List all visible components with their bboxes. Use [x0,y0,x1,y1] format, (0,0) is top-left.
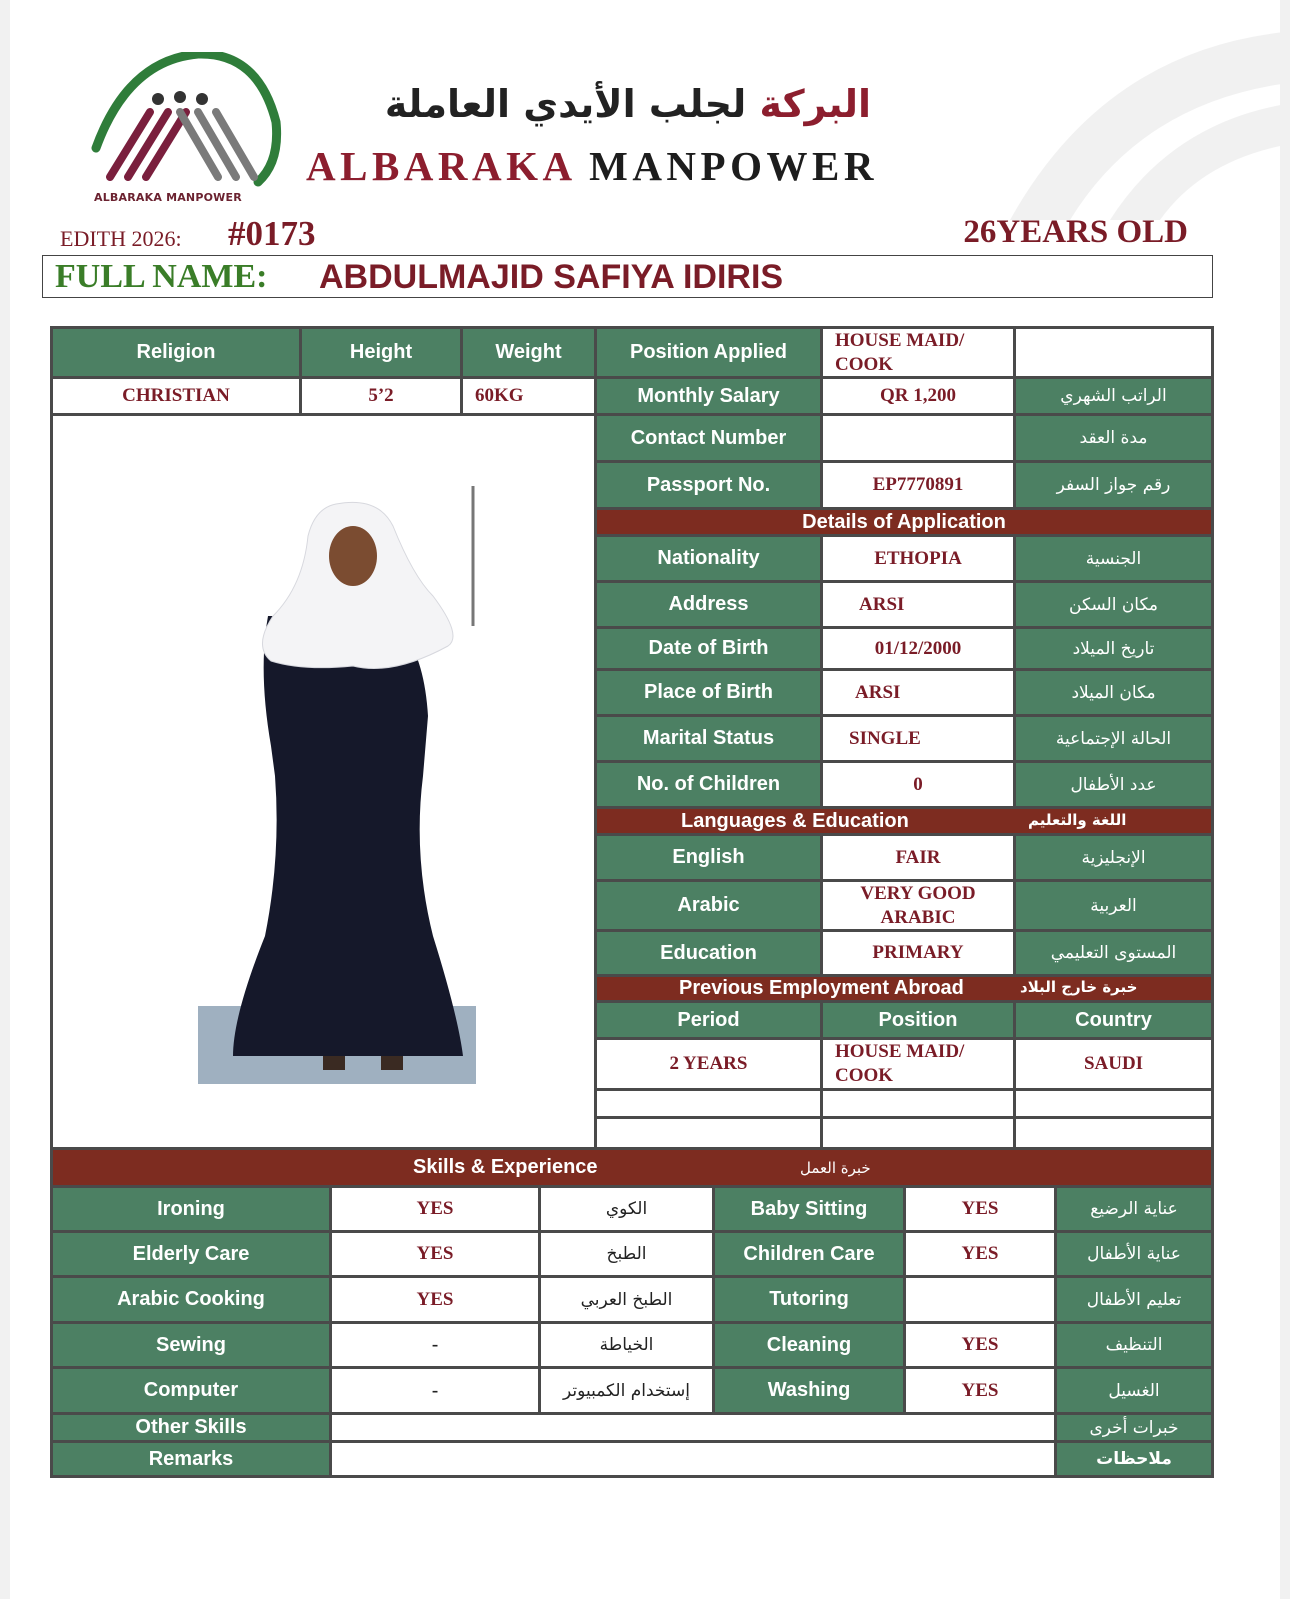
arabic-value-line1: VERY GOOD [860,882,976,904]
religion-value: CHRISTIAN [53,379,299,413]
skill-label: Sewing [53,1324,329,1366]
weight-header: Weight [463,329,594,376]
period-value: 2 YEARS [597,1040,820,1088]
other-skills-arabic: خبرات أخرى [1057,1415,1211,1440]
employment-empty-row [597,1119,820,1147]
date-of-birth-label: Date of Birth [597,629,820,668]
skill-label: Arabic Cooking [53,1278,329,1321]
skill-value: YES [332,1233,538,1275]
skill-value: - [332,1369,538,1412]
employment-position-line1: HOUSE MAID/ [835,1041,965,1062]
address-label: Address [597,583,820,626]
place-of-birth-arabic: مكان الميلاد [1016,671,1211,714]
arabic-company-name [302,82,954,126]
skills-section-header-arabic: خبرة العمل [800,1159,871,1177]
religion-header: Religion [53,329,299,376]
position-applied-label: Position Applied [597,329,820,376]
remarks-value [332,1443,1054,1475]
children-arabic: عدد الأطفال [1016,763,1211,806]
skill-arabic: إستخدام الكمبيوتر [541,1369,712,1412]
full-name-label: FULL NAME: [55,258,268,295]
employment-empty-row [1016,1119,1211,1147]
employment-empty-row [1016,1091,1211,1116]
full-name-box [42,255,1213,298]
passport-arabic: رقم جواز السفر [1016,463,1211,507]
other-skills-value [332,1415,1054,1440]
age: 26YEARS OLD [963,214,1188,250]
skill-label: Tutoring [715,1278,903,1321]
skill-arabic: الطبخ [541,1233,712,1275]
arabic-value-line2: ARABIC [880,906,956,928]
skill-value [906,1278,1054,1321]
other-skills-label: Other Skills [53,1415,329,1440]
application-section-header: Details of Application [597,510,1211,534]
skill-value: YES [906,1369,1054,1412]
employment-section-header-arabic: خبرة خارج البلاد [1020,978,1138,996]
employment-empty-row [597,1091,820,1116]
skill-arabic: الكوي [541,1188,712,1230]
skill-value: YES [906,1188,1054,1230]
nationality-label: Nationality [597,537,820,580]
position-applied-line1: HOUSE MAID/ [835,330,965,351]
english-title-part1: ALBARAKA [306,143,575,189]
education-label: Education [597,932,820,974]
employment-section-header: Previous Employment Abroad [597,977,1211,1000]
skill-arabic: تعليم الأطفال [1057,1278,1211,1321]
skill-arabic: الغسيل [1057,1369,1211,1412]
english-value: FAIR [823,836,1013,879]
arabic-title-part1: البركة [759,82,872,126]
marital-status-value: SINGLE [823,717,1013,760]
passport-label: Passport No. [597,463,820,507]
skill-label: Cleaning [715,1324,903,1366]
nationality-arabic: الجنسية [1016,537,1211,580]
monthly-salary-value: QR 1,200 [823,379,1013,413]
position-applied-value [823,329,1013,376]
skill-label: Computer [53,1369,329,1412]
date-of-birth-arabic: تاريخ الميلاد [1016,629,1211,668]
employment-empty-row [823,1091,1013,1116]
remarks-arabic: ملاحظات [1057,1443,1211,1475]
english-title-part2: MANPOWER [589,143,878,189]
education-arabic: المستوى التعليمي [1016,932,1211,974]
remarks-label: Remarks [53,1443,329,1475]
edition-label: EDITH 2026: [60,226,182,251]
children-label: No. of Children [597,763,820,806]
arabic-title-part2: لجلب الأيدي العاملة [384,82,747,126]
skill-value: - [332,1324,538,1366]
passport-value: EP7770891 [823,463,1013,507]
contact-number-arabic: مدة العقد [1016,416,1211,460]
monthly-salary-label: Monthly Salary [597,379,820,413]
children-value: 0 [823,763,1013,806]
cv-page [10,0,1280,1599]
skill-label: Baby Sitting [715,1188,903,1230]
logo-caption: ALBARAKA MANPOWER [94,191,242,204]
english-arabic: الإنجليزية [1016,836,1211,879]
arabic-value [823,882,1013,929]
candidate-photo [53,416,594,1147]
weight-value: 60KG [463,379,594,413]
address-arabic: مكان السكن [1016,583,1211,626]
contact-number-label: Contact Number [597,416,820,460]
english-label: English [597,836,820,879]
position-applied-line2: COOK [835,354,894,375]
english-company-name [306,142,878,190]
height-value: 5’2 [302,379,460,413]
skill-label: Ironing [53,1188,329,1230]
skill-arabic: عناية الرضيع [1057,1188,1211,1230]
full-name-value: ABDULMAJID SAFIYA IDIRIS [319,258,784,296]
country-value: SAUDI [1016,1040,1211,1088]
skills-section-header: Skills & Experience [53,1150,1211,1185]
address-value: ARSI [823,583,1013,626]
skill-label: Elderly Care [53,1233,329,1275]
skill-label: Washing [715,1369,903,1412]
skill-arabic: الطبخ العربي [541,1278,712,1321]
place-of-birth-label: Place of Birth [597,671,820,714]
arabic-arabic: العربية [1016,882,1211,929]
skill-value: YES [332,1188,538,1230]
skill-value: YES [906,1233,1054,1275]
background-ornament [990,20,1280,230]
marital-status-arabic: الحالة الإجتماعية [1016,717,1211,760]
company-logo [88,52,288,207]
employment-empty-row [823,1119,1013,1147]
skill-arabic: عناية الأطفال [1057,1233,1211,1275]
date-of-birth-value: 01/12/2000 [823,629,1013,668]
reference-number: #0173 [228,214,316,253]
monthly-salary-arabic: الراتب الشهري [1016,379,1211,413]
country-header: Country [1016,1003,1211,1037]
position-applied-blank [1016,329,1211,376]
skill-value: YES [906,1324,1054,1366]
skill-arabic: التنظيف [1057,1324,1211,1366]
employment-position-value [823,1040,1013,1088]
marital-status-label: Marital Status [597,717,820,760]
position-header: Position [823,1003,1013,1037]
place-of-birth-value: ARSI [823,671,1013,714]
candidate-photo-area [53,416,594,1147]
skill-value: YES [332,1278,538,1321]
employment-position-line2: COOK [835,1065,894,1086]
languages-section-header-arabic: اللغة والتعليم [1028,811,1127,829]
height-header: Height [302,329,460,376]
nationality-value: ETHOPIA [823,537,1013,580]
period-header: Period [597,1003,820,1037]
contact-number-value [823,416,1013,460]
skill-arabic: الخياطة [541,1324,712,1366]
education-value: PRIMARY [823,932,1013,974]
languages-section-header: Languages & Education [597,809,1211,833]
skill-label: Children Care [715,1233,903,1275]
arabic-label: Arabic [597,882,820,929]
